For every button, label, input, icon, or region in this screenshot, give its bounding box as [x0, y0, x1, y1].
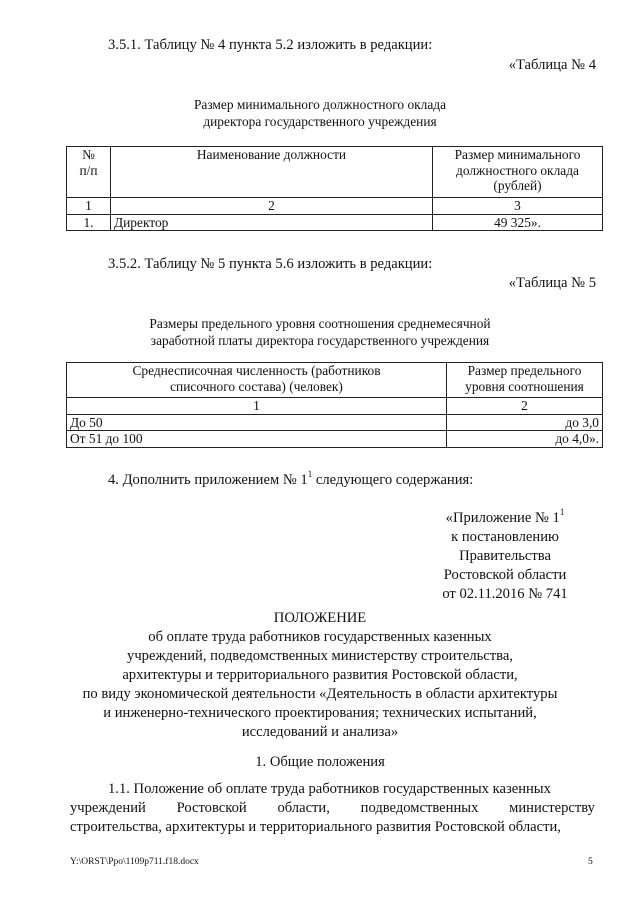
- table4-index-cell: 3: [433, 198, 603, 215]
- paragraph-1-1-line1: [108, 781, 595, 798]
- regulation-subtitle-line: и инженерно-технического проектирования; технических испытаний,: [103, 705, 537, 721]
- regulation-subtitle-line: архитектуры и территориального развития Ростовской области,: [122, 667, 518, 683]
- appendix-line1: «Приложение № $1^1$: [445, 507, 565, 526]
- section-352-heading: 3.5.2. Таблицу № 5 пункта 5.6 изложить в редакции:: [108, 256, 433, 272]
- table5-title-line2: заработной платы директора государственного учреждения: [150, 333, 490, 348]
- appendix-line2: к постановлению: [451, 529, 559, 545]
- table4-index-cell: 1: [67, 198, 111, 215]
- table5-row-ratio: до 4,0».: [447, 431, 603, 448]
- table4-header-name: Наименование должности: [111, 147, 433, 198]
- table4-row-value: 49 325».: [433, 214, 603, 231]
- table4-title-line1: Размер минимального должностного оклада: [193, 97, 447, 112]
- table4-header-size: Размер минимального должностного оклада (рублей): [433, 147, 603, 198]
- paragraph-word: области,: [277, 800, 330, 816]
- table5-row-count: От 51 до 100: [67, 431, 447, 448]
- table4: [66, 146, 603, 231]
- regulation-subtitle-line: об оплате труда работников государственных казенных: [148, 629, 492, 645]
- regulation-title: ПОЛОЖЕНИЕ: [273, 610, 367, 626]
- footer-page-number: 5: [588, 857, 593, 867]
- table4-title-line2: директора государственного учреждения: [203, 114, 437, 129]
- appendix-line3: Правительства: [459, 548, 551, 564]
- table-row: [67, 414, 603, 431]
- table5-header-row: [67, 363, 603, 398]
- table4-reference: «Таблица № 4: [508, 57, 596, 73]
- footer-file-path: Y:\ORST\Ppo\1109p711.f18.docx: [70, 857, 199, 867]
- table-row: [67, 431, 603, 448]
- table4-header-num: № п/п: [67, 147, 111, 198]
- regulation-subtitle-line: учреждений, подведомственных министерству строительства,: [127, 648, 513, 664]
- paragraph-word: учреждений: [70, 800, 146, 816]
- table4-row-num: 1.: [67, 214, 111, 231]
- table4-row-name: Директор: [111, 214, 433, 231]
- table4-header-row: [67, 147, 603, 198]
- table-row: [67, 214, 603, 231]
- paragraph-line: 1.1. Положение об оплате труда работников государственных казенных: [108, 781, 551, 797]
- table5-index-cell: 1: [67, 398, 447, 415]
- section-1-title: 1. Общие положения: [255, 754, 385, 770]
- regulation-subtitle-line: по виду экономической деятельности «Деятельность в области архитектуры: [82, 686, 558, 702]
- table5-row-count: До 50: [67, 414, 447, 431]
- regulation-subtitle-line: исследований и анализа»: [241, 724, 399, 740]
- section-4-text: 4. Дополнить приложением № $1^1$ следующего содержания:: [108, 469, 474, 488]
- paragraph-word: министерству: [509, 800, 595, 816]
- table5-row-ratio: до 3,0: [447, 414, 603, 431]
- table5-index-cell: 2: [447, 398, 603, 415]
- section-351-heading: 3.5.1. Таблицу № 4 пункта 5.2 изложить в редакции:: [108, 37, 433, 53]
- table5: [66, 362, 603, 448]
- paragraph-word: подведомственных: [360, 800, 479, 816]
- appendix-line5: от 02.11.2016 № 741: [442, 586, 568, 602]
- table4-index-cell: 2: [111, 198, 433, 215]
- paragraph-1-1-line2: [70, 800, 595, 817]
- table5-title-line1: Размеры предельного уровня соотношения среднемесячной: [149, 316, 491, 331]
- table5-header-count: Среднесписочная численность (работников списочного состава) (человек): [67, 363, 447, 398]
- table4-index-row: [67, 198, 603, 215]
- paragraph-word: Ростовской: [176, 800, 247, 816]
- appendix-line4: Ростовской области: [443, 567, 567, 583]
- table5-header-ratio: Размер предельного уровня соотношения: [447, 363, 603, 398]
- paragraph-1-1-line3: строительства, архитектуры и территориального развития Ростовской области,: [70, 819, 561, 835]
- table5-reference: «Таблица № 5: [508, 275, 596, 291]
- table5-index-row: [67, 398, 603, 415]
